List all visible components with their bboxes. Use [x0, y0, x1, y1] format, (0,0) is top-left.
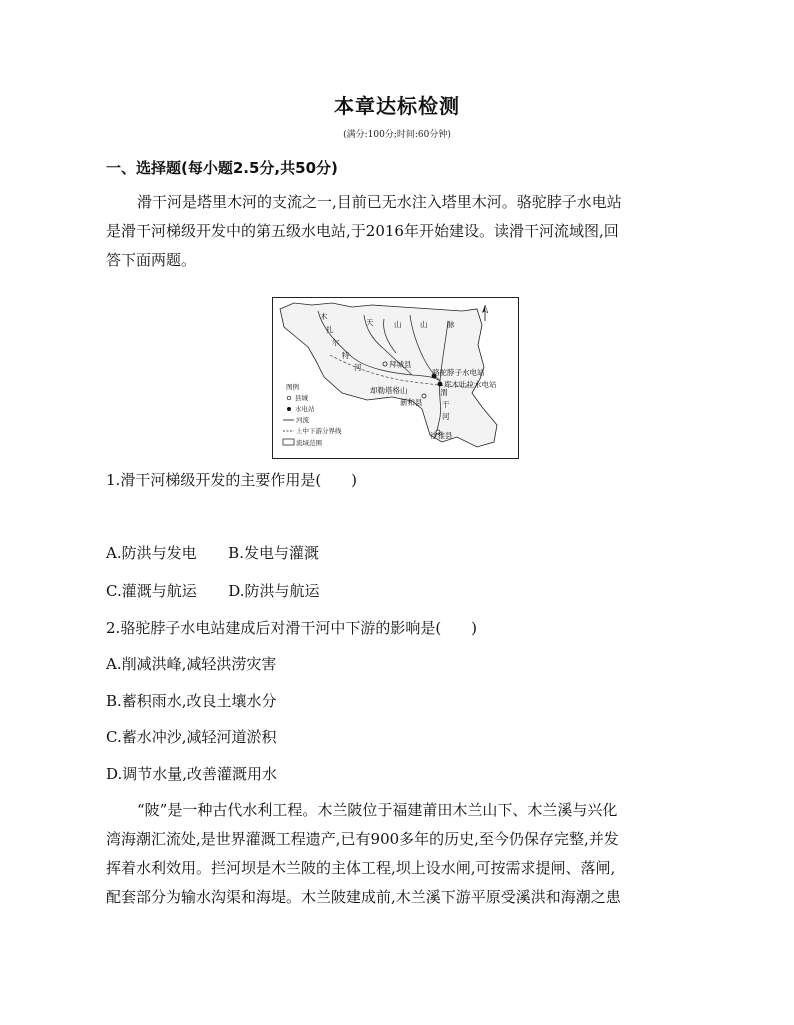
option-a: A.防洪与发电	[106, 544, 197, 562]
option-d: D.防洪与航运	[228, 582, 320, 600]
passage-line: 湾海潮汇流处,是世界灌溉工程遗产,已有900多年的历史,至今仍保存完整,并发	[106, 830, 619, 848]
option-c: C.灌溉与航运	[106, 582, 197, 600]
map-label: 河	[442, 412, 450, 421]
question-2	[106, 617, 477, 638]
question-number: 2.	[106, 619, 121, 637]
question-stem: 滑干河梯级开发的主要作用是( )	[120, 471, 358, 489]
map-label: 尔	[332, 338, 340, 347]
map-label: 山	[420, 320, 428, 329]
option-b: B.发电与灌溉	[228, 544, 319, 562]
map-label-luotuo: 骆驼脖子水电站	[432, 368, 485, 377]
map-label-baicheng: 拜城县	[389, 360, 412, 369]
map-label: 山	[394, 320, 402, 329]
question-1-options-row-2	[106, 580, 320, 601]
map-label-shaya: 沙雅县	[430, 431, 453, 440]
map-label-kumu: 库木吐拉水电站	[444, 380, 497, 389]
passage-mulanbei	[106, 796, 686, 912]
map-label-mountain-queleta: 却勒塔格山	[370, 386, 408, 395]
question-stem: 骆驼脖子水电站建成后对滑干河中下游的影响是( )	[120, 619, 478, 637]
county-marker	[422, 394, 426, 398]
passage-line: 挥着水利效用。拦河坝是木兰陂的主体工程,坝上设水闸,可按需求提闸、落闸,	[106, 859, 616, 877]
legend-basin-icon	[283, 439, 294, 445]
legend-river: 河流	[296, 416, 309, 424]
legend-boundary: 上中下游分界线	[296, 427, 342, 435]
option-c: C.蓄水冲沙,减轻河道淤积	[106, 728, 277, 746]
legend-title: 图例	[286, 383, 299, 391]
intro-line: 答下面两题。	[106, 251, 197, 269]
section-heading: 一、选择题(每小题2.5分,共50分)	[106, 159, 338, 177]
river-basin-map	[272, 297, 519, 459]
map-label: 干	[442, 400, 450, 409]
map-label: 木	[320, 312, 328, 321]
question-1	[106, 469, 357, 490]
passage-line: 配套部分为输水沟渠和海堤。木兰陂建成前,木兰溪下游平原受溪洪和海潮之患	[106, 888, 621, 906]
legend-basin: 流域范围	[296, 439, 322, 447]
intro-line: 是滑干河梯级开发中的第五级水电站,于2016年开始建设。读滑干河流域图,回	[106, 222, 619, 240]
question-number: 1.	[106, 471, 121, 489]
map-label: 渭	[440, 388, 448, 397]
legend-station: 水电站	[295, 405, 315, 413]
legend-county-icon	[287, 396, 291, 400]
intro-line: 滑干河是塔里木河的支流之一,目前已无水注入塔里木河。骆驼脖子水电站	[137, 193, 622, 211]
station-marker	[438, 382, 443, 387]
option-a: A.削减洪峰,减轻洪涝灾害	[106, 655, 277, 673]
legend-county: 县城	[295, 394, 308, 402]
map-label: 扎	[326, 325, 334, 334]
option-b: B.蓄积雨水,改良土壤水分	[106, 692, 277, 710]
map-label: 特	[342, 351, 350, 360]
map-label: 脉	[447, 320, 455, 329]
intro-paragraph	[106, 188, 686, 275]
map-label: 河	[354, 363, 362, 372]
map-label-xinhe: 新和县	[400, 398, 423, 407]
exam-info: (满分:100分;时间:60分钟)	[343, 130, 451, 140]
passage-line: “陂”是一种古代水利工程。木兰陂位于福建莆田木兰山下、木兰溪与兴化	[137, 801, 618, 819]
legend-station-icon	[287, 407, 291, 411]
option-d: D.调节水量,改善灌溉用水	[106, 765, 278, 783]
page-title: 本章达标检测	[334, 94, 460, 118]
county-marker	[383, 362, 387, 366]
question-1-options-row-1	[106, 542, 319, 563]
map-label: 天	[366, 318, 374, 327]
